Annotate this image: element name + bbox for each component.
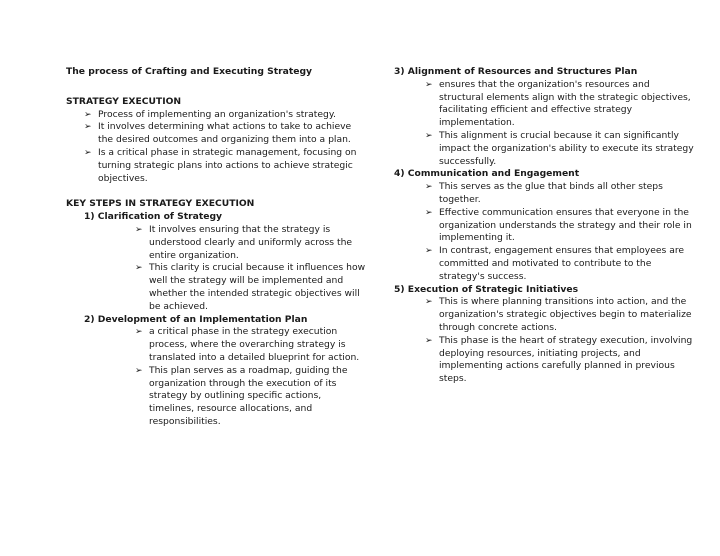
list-item: ➢ This clarity is crucial because it influences how well the strategy will be implemented and whether the intended strategic objectives will be achieved. <box>135 262 366 312</box>
step-3-list <box>394 79 694 169</box>
arrow-bullet-icon: ➢ <box>135 263 143 274</box>
step-heading: 4) Communication and Engagement <box>394 168 580 180</box>
arrow-bullet-icon: ➢ <box>84 122 92 133</box>
right-column <box>394 66 694 386</box>
arrow-bullet-icon: ➢ <box>425 182 433 193</box>
step-1 <box>66 211 366 313</box>
list-item: ➢ It involves ensuring that the strategy is understood clearly and uniformly across the entire organization. <box>135 223 353 261</box>
arrow-bullet-icon: ➢ <box>84 109 92 120</box>
step-3 <box>394 66 694 168</box>
step-5-list <box>394 296 694 386</box>
list-item: ➢ Is a critical phase in strategic management, focusing on turning strategic plans into actions to achieve strategic objectives. <box>84 146 357 184</box>
list-item: ➢ In contrast, engagement ensures that employees are committed and motivated to contribute to the strategy's success. <box>425 245 685 282</box>
arrow-bullet-icon: ➢ <box>425 246 433 257</box>
list-item: ➢ ensures that the organization's resources and structural elements align with the strategic objectives, facilitating efficient and effective strategy implementation. <box>425 78 691 129</box>
list-item: ➢ This phase is the heart of strategy execution, involving deploying resources, initiating projects, and implementing actions carefully planned in previous steps. <box>425 334 693 385</box>
arrow-bullet-icon: ➢ <box>84 147 92 158</box>
left-column <box>66 66 366 429</box>
step-4-list <box>394 181 694 283</box>
step-heading: 2) Development of an Implementation Plan <box>84 313 308 325</box>
step-2 <box>66 314 366 429</box>
step-heading: 1) Clarification of Strategy <box>84 211 223 223</box>
arrow-bullet-icon: ➢ <box>135 327 143 338</box>
arrow-bullet-icon: ➢ <box>425 79 433 90</box>
arrow-bullet-icon: ➢ <box>135 365 143 376</box>
step-2-list <box>84 326 366 428</box>
list-item: ➢ Process of implementing an organization's strategy. <box>84 108 336 120</box>
arrow-bullet-icon: ➢ <box>135 224 143 235</box>
arrow-bullet-icon: ➢ <box>425 335 433 346</box>
step-heading: 3) Alignment of Resources and Structures Plan <box>394 66 638 77</box>
list-item: ➢ This plan serves as a roadmap, guiding the organization through the execution of its strategy by outlining specific actions, timelines, resource allocations, and responsibilities. <box>135 364 348 427</box>
arrow-bullet-icon: ➢ <box>425 207 433 218</box>
step-5 <box>394 284 694 386</box>
list-item: ➢ This alignment is crucial because it can significantly impact the organization's ability to execute its strategy successfully. <box>425 129 694 167</box>
list-item: ➢ It involves determining what actions to take to achieve the desired outcomes and organizing them into a plan. <box>84 121 352 146</box>
list-item: ➢ Effective communication ensures that everyone in the organization understands the strategy and their role in implementing it. <box>425 206 692 244</box>
step-1-list <box>84 224 366 314</box>
list-item: ➢ This serves as the glue that binds all other steps together. <box>425 181 663 205</box>
key-steps-heading: KEY STEPS IN STRATEGY EXECUTION <box>66 198 255 210</box>
step-heading: 5) Execution of Strategic Initiatives <box>394 283 579 295</box>
step-4 <box>394 168 694 283</box>
arrow-bullet-icon: ➢ <box>425 130 433 141</box>
strategy-execution-heading: STRATEGY EXECUTION <box>66 95 182 107</box>
document-title: The process of Crafting and Executing Strategy <box>66 66 313 77</box>
strategy-execution-list <box>66 109 366 186</box>
list-item: ➢ a critical phase in the strategy execution process, where the overarching strategy is translated into a detailed blueprint for action. <box>135 326 360 363</box>
arrow-bullet-icon: ➢ <box>425 297 433 308</box>
list-item: ➢ This is where planning transitions into action, and the organization's strategic objectives begin to materialize through concrete actions. <box>425 296 692 333</box>
